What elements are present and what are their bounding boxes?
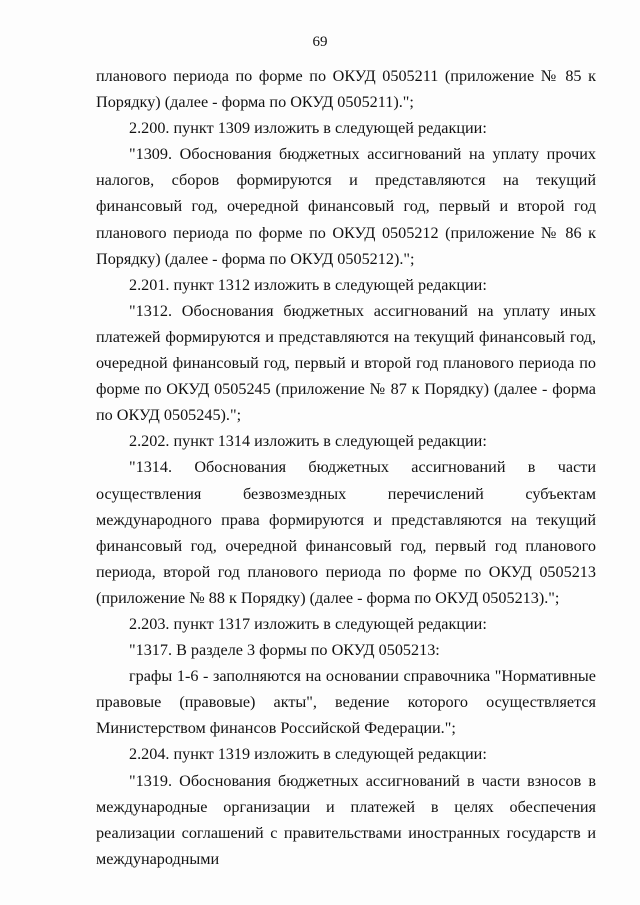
paragraph-columns-1-6: графы 1-6 - заполняются на основании справочника "Нормативные правовые (правовые) акты", ведение которого осуществляется Министерством финансов Российской Федерации."; bbox=[96, 667, 596, 738]
paragraph-item-2-204: 2.204. пункт 1319 изложить в следующей редакции: bbox=[129, 745, 487, 764]
paragraph-item-2-200: 2.200. пункт 1309 изложить в следующей редакции: bbox=[129, 119, 487, 138]
document-body bbox=[96, 63, 596, 872]
paragraph-item-2-201: 2.201. пункт 1312 изложить в следующей редакции: bbox=[129, 275, 487, 294]
paragraph-point-1309: "1309. Обоснования бюджетных ассигнований на уплату прочих налогов, сборов формируются и представляются на текущий финансовый год, очередной финансовый год, первый и второй год планового периода по форме по ОКУД 0505212 (приложение № 86 к Порядку) (далее - форма по ОКУД 0505212)."; bbox=[96, 145, 596, 268]
paragraph-point-1312: "1312. Обоснования бюджетных ассигнований на уплату иных платежей формируются и представляются на текущий финансовый год, очередной финансовый год, первый и второй год планового периода по форме по ОКУД 0505245 (приложение № 87 к Порядку) (далее - форма по ОКУД 0505245)."; bbox=[96, 301, 596, 425]
paragraph-point-1317: "1317. В разделе 3 формы по ОКУД 0505213: bbox=[129, 641, 440, 660]
paragraph-point-1319: "1319. Обоснования бюджетных ассигнований в части взносов в международные организации и платежей в целях обеспечения реализации соглашений с правительствами иностранных государств и международными bbox=[96, 771, 596, 868]
paragraph-continuation-1309-prev: планового периода по форме по ОКУД 0505211 (приложение № 85 к Порядку) (далее - форма по ОКУД 0505211)."; bbox=[96, 67, 596, 112]
page-number: 69 bbox=[312, 34, 328, 50]
paragraph-item-2-203: 2.203. пункт 1317 изложить в следующей редакции: bbox=[129, 614, 487, 633]
paragraph-point-1314: "1314. Обоснования бюджетных ассигнований в части осуществления безвозмездных перечислений субъектам международного права формируются и представляются на текущий финансовый год, очередной финансовый год, первый год планового периода, второй год планового периода по форме по ОКУД 0505213 (приложение № 88 к Порядку) (далее - форма по ОКУД 0505213)."; bbox=[96, 458, 596, 607]
paragraph-item-2-202: 2.202. пункт 1314 изложить в следующей редакции: bbox=[129, 432, 487, 451]
